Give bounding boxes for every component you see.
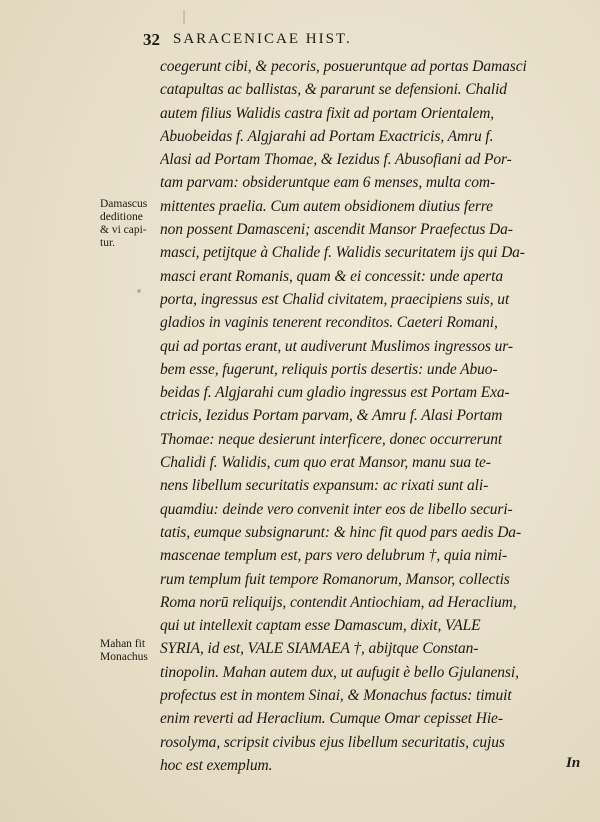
text-line: bem esse, fugerunt, reliquis portis desertis: unde Abuo- — [160, 360, 498, 378]
text-line: Thomae: neque desierunt interficere, donec occurrerunt — [160, 430, 503, 448]
text-line: Chalidi f. Walidis, cum quo erat Mansor, manu sua te- — [160, 454, 491, 472]
text-line: nens libellum securitatis expansum: ac rixati sunt ali- — [160, 477, 489, 495]
text-line: mittentes praelia. Cum autem obsidionem diutius ferre — [160, 197, 493, 215]
text-line: masci, petijtque à Chalide f. Walidis securitatem ijs qui Da- — [160, 244, 525, 262]
ink-spot — [137, 289, 141, 293]
text-line: rum templum fuit tempore Romanorum, Mansor, collectis — [160, 570, 510, 588]
page-header — [143, 30, 583, 52]
text-line: coegerunt cibi, & pecoris, posueruntque ad portas Damasci — [160, 58, 527, 75]
margin-note-line: deditione — [100, 211, 143, 223]
text-line: rosolyma, scripsit civibus ejus libellum securitatis, cujus — [160, 733, 505, 751]
body-text — [160, 55, 588, 777]
margin-note-line: Damascus — [100, 198, 148, 210]
text-line: ctricis, Iezidus Portam parvam, & Amru f. Alasi Portam — [160, 407, 503, 425]
text-line: SYRIA, id est, VALE SIAMAEA †, abijtque Constan- — [160, 640, 479, 658]
text-line: Roma norū reliquijs, contendit Antiochiam, ad Heraclium, — [160, 593, 517, 611]
text-line: gladios in vaginis tenerent reconditos. Caeteri Romani, — [160, 314, 498, 332]
catchword: In — [566, 755, 581, 771]
text-line: masci erant Romanis, quam & ei concessit: unde aperta — [160, 267, 503, 285]
running-head: SARACENICAE HIST. — [173, 31, 352, 47]
text-line: autem filius Walidis castra fixit ad portam Orientalem, — [160, 104, 495, 122]
text-line: tatis, eumque subsignarunt: & hinc fit quod pars aedis Da- — [160, 523, 522, 541]
margin-note-line: & vi capi- — [100, 224, 147, 236]
text-line: Alasi ad Portam Thomae, & Iezidus f. Abusofiani ad Por- — [160, 151, 512, 169]
text-line: porta, ingressus est Chalid civitatem, praecipiens suis, ut — [160, 290, 510, 308]
text-line: hoc est exemplum. — [160, 756, 273, 774]
text-line: tinopolin. Mahan autem dux, ut aufugit è bello Gjulanensi, — [160, 663, 519, 681]
text-line: quamdiu: deinde vero convenit inter eos de libello securi- — [160, 500, 513, 518]
text-line: profectus est in montem Sinai, & Monachus factus: timuit — [160, 687, 512, 705]
text-line: mascenae templum est, pars vero delubrum †, quia nimi- — [160, 547, 508, 565]
margin-note-line: Mahan fit — [100, 638, 146, 650]
text-line: qui ad portas erant, ut audiverunt Muslimos ingressos ur- — [160, 337, 513, 355]
text-line: beidas f. Algjarahi cum gladio ingressus est Portam Exa- — [160, 384, 510, 402]
text-line: qui ut intellexit captam esse Damascum, dixit, VALE — [160, 617, 481, 635]
margin-note-line: Monachus — [100, 651, 148, 663]
text-line: non possent Damasceni; ascendit Mansor Praefectus Da- — [160, 221, 513, 239]
text-line: catapultas ac ballistas, & pararunt se defensioni. Chalid — [160, 81, 507, 99]
text-line: tam parvam: obsideruntque eam 6 menses, multa com- — [160, 174, 496, 192]
text-line: enim reverti ad Heraclium. Cumque Omar cepisset Hie- — [160, 710, 503, 728]
page-number: 32 — [143, 30, 160, 49]
text-line: Abuobeidas f. Algjarahi ad Portam Exactricis, Amru f. — [160, 127, 494, 145]
margin-note-line: tur. — [100, 237, 116, 249]
paper-mark — [183, 10, 185, 24]
